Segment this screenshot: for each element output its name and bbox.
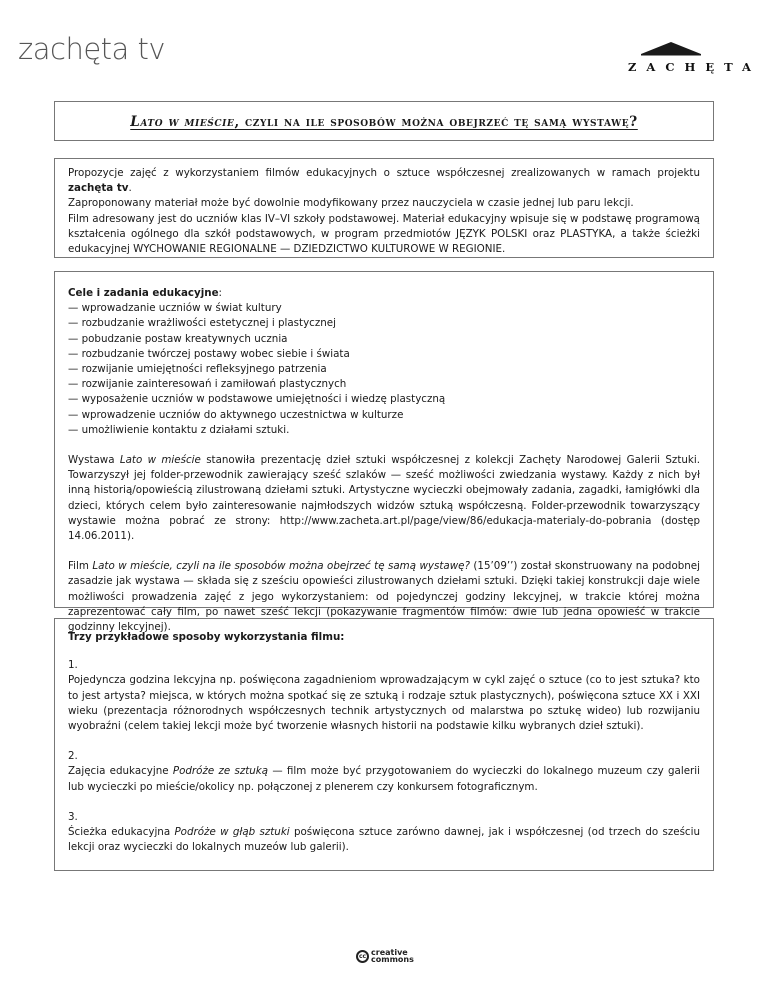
cc-icon: cc — [356, 950, 369, 963]
exhibition-paragraph — [68, 453, 700, 544]
use-2-text-b: — film może być przygotowaniem do wycieczki do lokalnego muzeum czy galerii lub wycieczki po mieście/okolicy np. połączonej z plenerem czy konkursem fotograficznym. — [68, 765, 700, 793]
logo-wordmark: ZACHĘTA — [628, 60, 761, 74]
intro-paragraph-3: Film adresowany jest do uczniów klas IV–VI szkoły podstawowej. Materiał edukacyjny wpisuje się w podstawę programową kształcenia ogólnego dla szkół podstawowych, w program przedmiotów JĘZYK POLSKI oraz PLASTYKA, a także ścieżki edukacyjnej WYCHOWANIE REGIONALNE — DZIEDZICTWO KULTUROWE W REGIONIE. — [68, 212, 700, 256]
exhibition-text-a: Wystawa — [68, 454, 120, 467]
use-2-title: Podróże ze sztuką — [172, 765, 269, 778]
use-2-text-a: Zajęcia edukacyjne — [68, 765, 173, 778]
exhibition-title: Lato w mieście — [119, 454, 201, 467]
cc-line-2: commons — [371, 955, 414, 964]
uses-heading-text: Trzy przykładowe sposoby wykorzystania filmu: — [68, 631, 345, 643]
film-text-a: Film — [68, 560, 93, 573]
creative-commons-logo — [356, 949, 414, 963]
document-title — [55, 102, 713, 142]
goal-item: — rozbudzanie twórczej postawy wobec siebie i świata — [68, 347, 350, 360]
intro-text-1-end: . — [128, 182, 132, 195]
goal-item: — wyposażenie uczniów w podstawowe umiejętności i wiedzę plastyczną — [68, 393, 446, 406]
roof-icon — [639, 40, 703, 56]
project-name: zachęta tv — [68, 182, 129, 195]
cc-line-1: creative — [371, 948, 408, 957]
goals-list — [68, 301, 700, 438]
intro-box — [54, 158, 714, 258]
goal-item: — rozwijanie umiejętności refleksyjnego patrzenia — [68, 363, 327, 376]
goal-item: — rozbudzanie wrażliwości estetycznej i plastycznej — [68, 317, 336, 330]
brand-title: zachęta tv — [18, 32, 166, 66]
goals-heading-text: Cele i zadania edukacyjne — [68, 287, 219, 299]
title-box — [54, 101, 714, 141]
use-number-2: 2. — [68, 750, 78, 763]
goal-item: — wprowadzenie uczniów do aktywnego uczestnictwa w kulturze — [68, 408, 404, 421]
uses-box — [54, 618, 714, 871]
use-text-1: Pojedyncza godzina lekcyjna np. poświęcona zagadnieniom wprowadzającym w cykl zajęć o sztuce (co to jest sztuka? kto to jest artysta? miejsca, w których można spotkać się ze sztuką i rodzaje sztuk plastycznych), poświęcona sztuce XX i XXI wieku (prezentacja różnorodnych współczesnych technik artystycznych od malarstwa po sztukę wideo) lub rozwijaniu wyobraźni (celem takiej lekcji może być tworzenie własnych historii na podstawie kilku wybranych dzieł sztuki). — [68, 674, 700, 733]
goal-item: — rozwijanie zainteresowań i zamiłowań plastycznych — [68, 378, 347, 391]
intro-paragraph-2: Zaproponowany materiał może być dowolnie modyfikowany przez nauczyciela w czasie jednej lub paru lekcji. — [68, 197, 634, 210]
intro-paragraph — [68, 166, 700, 196]
goal-item: — wprowadzanie uczniów w świat kultury — [68, 302, 282, 315]
use-number-1: 1. — [68, 659, 78, 672]
zacheta-logo — [618, 40, 761, 74]
intro-text-1: Propozycje zajęć z wykorzystaniem filmów edukacyjnych o sztuce współczesnej zrealizowanych w ramach projektu — [68, 167, 700, 179]
title-rest: , czyli na ile sposobów można obejrzeć tę samą wystawę? — [234, 114, 638, 130]
uses-heading — [68, 630, 700, 645]
use-number-3: 3. — [68, 810, 78, 823]
title-italic: Lato w mieście — [130, 114, 235, 130]
use-3-text-b: poświęcona sztuce zarówno dawnej, jak i współczesnej (od trzech do sześciu lekcji oraz wycieczki do lokalnych muzeów lub galerii). — [68, 826, 700, 854]
goal-item: — umożliwienie kontaktu z działami sztuki. — [68, 423, 290, 436]
goal-item: — pobudzanie postaw kreatywnych ucznia — [68, 332, 288, 345]
use-text-3 — [68, 825, 700, 855]
cc-wordmark — [371, 949, 414, 963]
goals-heading: Cele i zadania edukacyjne: — [68, 287, 223, 299]
film-text-b: (15’09’’) został skonstruowany na podobnej zasadzie jak wystawa — składa się z sześciu opowieści zilustrowanych dziełami sztuki. Dzięki takiej konstrukcji daje wiele możliwości prowadzenia zajęć z jego wykorzystaniem: od pojedynczej godziny lekcyjnej, w trakcie której można zaprezentować cały film, po nawet sześć lekcji (pokazywanie fragmentów filmów: dwie lub jedna opowieść w trakcie godzinny lekcyjnej). — [68, 560, 700, 634]
use-3-title: Podróże w głąb sztuki — [174, 826, 290, 839]
use-3-text-a: Ścieżka edukacyjna — [68, 826, 175, 839]
film-title: Lato w mieście, czyli na ile sposobów można obejrzeć tę samą wystawę? — [92, 560, 470, 573]
main-box — [54, 271, 714, 634]
exhibition-text-b: stanowiła prezentację dzieł sztuki współczesnej z kolekcji Zachęty Narodowej Galerii Sztuki. Towarzyszył jej folder-przewodnik zawierający sześć szlaków — sześć możliwości zwiedzania wystawy. Każdy z nich był inną historią/opowieścią zilustrowaną dziełami sztuki. Artystyczne wycieczki obejmowały zadania, zagadki, łamigłówki dla dzieci, których celem było zainteresowanie najmłodszych widzów sztuką współczesną. Folder-przewodnik towarzyszący wystawie można pobrać ze strony: http://www.zacheta.art.pl/page/view/86/edukacja-materialy-do-pobrania (dostęp 14.06.2011). — [68, 454, 700, 543]
use-text-2 — [68, 764, 700, 794]
